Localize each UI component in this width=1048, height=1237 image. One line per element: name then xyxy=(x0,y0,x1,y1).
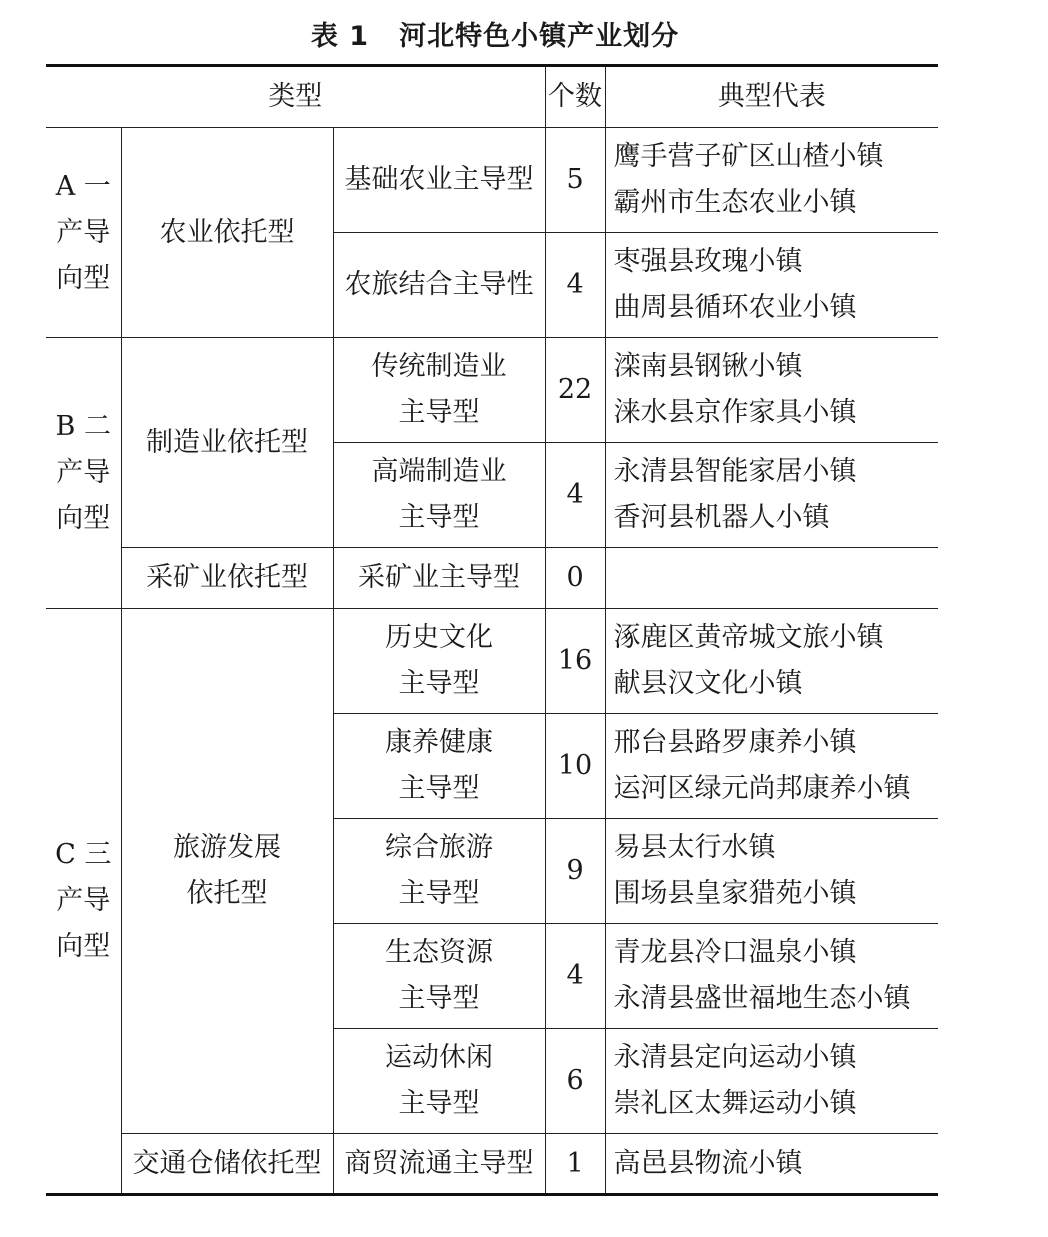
category-mining: 采矿业依托型 xyxy=(121,548,333,609)
table-caption xyxy=(0,14,990,53)
rep-cell: 易县太行水镇 围场县皇家猎苑小镇 xyxy=(605,819,938,924)
table-title: 河北特色小镇产业划分 xyxy=(399,21,680,52)
rep-cell: 高邑县物流小镇 xyxy=(605,1134,938,1195)
count-cell: 16 xyxy=(545,609,605,714)
rep-cell: 涿鹿区黄帝城文旅小镇 献县汉文化小镇 xyxy=(605,609,938,714)
group-c: C 三 产导 向型 xyxy=(46,609,121,1195)
subtype-cell: 采矿业主导型 xyxy=(333,548,545,609)
group-a: A 一 产导 向型 xyxy=(46,128,121,338)
category-agri: 农业依托型 xyxy=(121,128,333,338)
count-cell: 22 xyxy=(545,338,605,443)
subtype-cell: 传统制造业 主导型 xyxy=(333,338,545,443)
group-b: B 二 产导 向型 xyxy=(46,338,121,609)
table-row xyxy=(46,128,938,233)
rep-cell: 青龙县冷口温泉小镇 永清县盛世福地生态小镇 xyxy=(605,924,938,1029)
header-row xyxy=(46,66,938,128)
subtype-cell: 康养健康 主导型 xyxy=(333,714,545,819)
count-cell: 1 xyxy=(545,1134,605,1195)
subtype-cell: 基础农业主导型 xyxy=(333,128,545,233)
subtype-cell: 商贸流通主导型 xyxy=(333,1134,545,1195)
rep-cell: 枣强县玫瑰小镇 曲周县循环农业小镇 xyxy=(605,233,938,338)
subtype-cell: 农旅结合主导性 xyxy=(333,233,545,338)
rep-cell: 永清县定向运动小镇 崇礼区太舞运动小镇 xyxy=(605,1029,938,1134)
rep-cell: 滦南县钢锹小镇 涞水县京作家具小镇 xyxy=(605,338,938,443)
rep-cell: 鹰手营子矿区山楂小镇 霸州市生态农业小镇 xyxy=(605,128,938,233)
table-row xyxy=(46,338,938,443)
count-cell: 10 xyxy=(545,714,605,819)
table-row xyxy=(46,609,938,714)
table-row xyxy=(46,1134,938,1195)
count-cell: 9 xyxy=(545,819,605,924)
count-cell: 4 xyxy=(545,924,605,1029)
count-cell: 4 xyxy=(545,443,605,548)
subtype-cell: 综合旅游 主导型 xyxy=(333,819,545,924)
header-type: 类型 xyxy=(46,66,545,128)
rep-cell xyxy=(605,548,938,609)
header-rep: 典型代表 xyxy=(605,66,938,128)
subtype-cell: 运动休闲 主导型 xyxy=(333,1029,545,1134)
rep-cell: 邢台县路罗康养小镇 运河区绿元尚邦康养小镇 xyxy=(605,714,938,819)
header-count: 个数 xyxy=(545,66,605,128)
category-transport: 交通仓储依托型 xyxy=(121,1134,333,1195)
table-row xyxy=(46,548,938,609)
count-cell: 5 xyxy=(545,128,605,233)
category-mfg: 制造业依托型 xyxy=(121,338,333,548)
subtype-cell: 生态资源 主导型 xyxy=(333,924,545,1029)
category-tourism: 旅游发展 依托型 xyxy=(121,609,333,1134)
table-number: 表 1 xyxy=(310,21,370,52)
count-cell: 4 xyxy=(545,233,605,338)
rep-cell: 永清县智能家居小镇 香河县机器人小镇 xyxy=(605,443,938,548)
subtype-cell: 高端制造业 主导型 xyxy=(333,443,545,548)
count-cell: 6 xyxy=(545,1029,605,1134)
count-cell: 0 xyxy=(545,548,605,609)
subtype-cell: 历史文化 主导型 xyxy=(333,609,545,714)
industry-table xyxy=(46,64,938,1196)
